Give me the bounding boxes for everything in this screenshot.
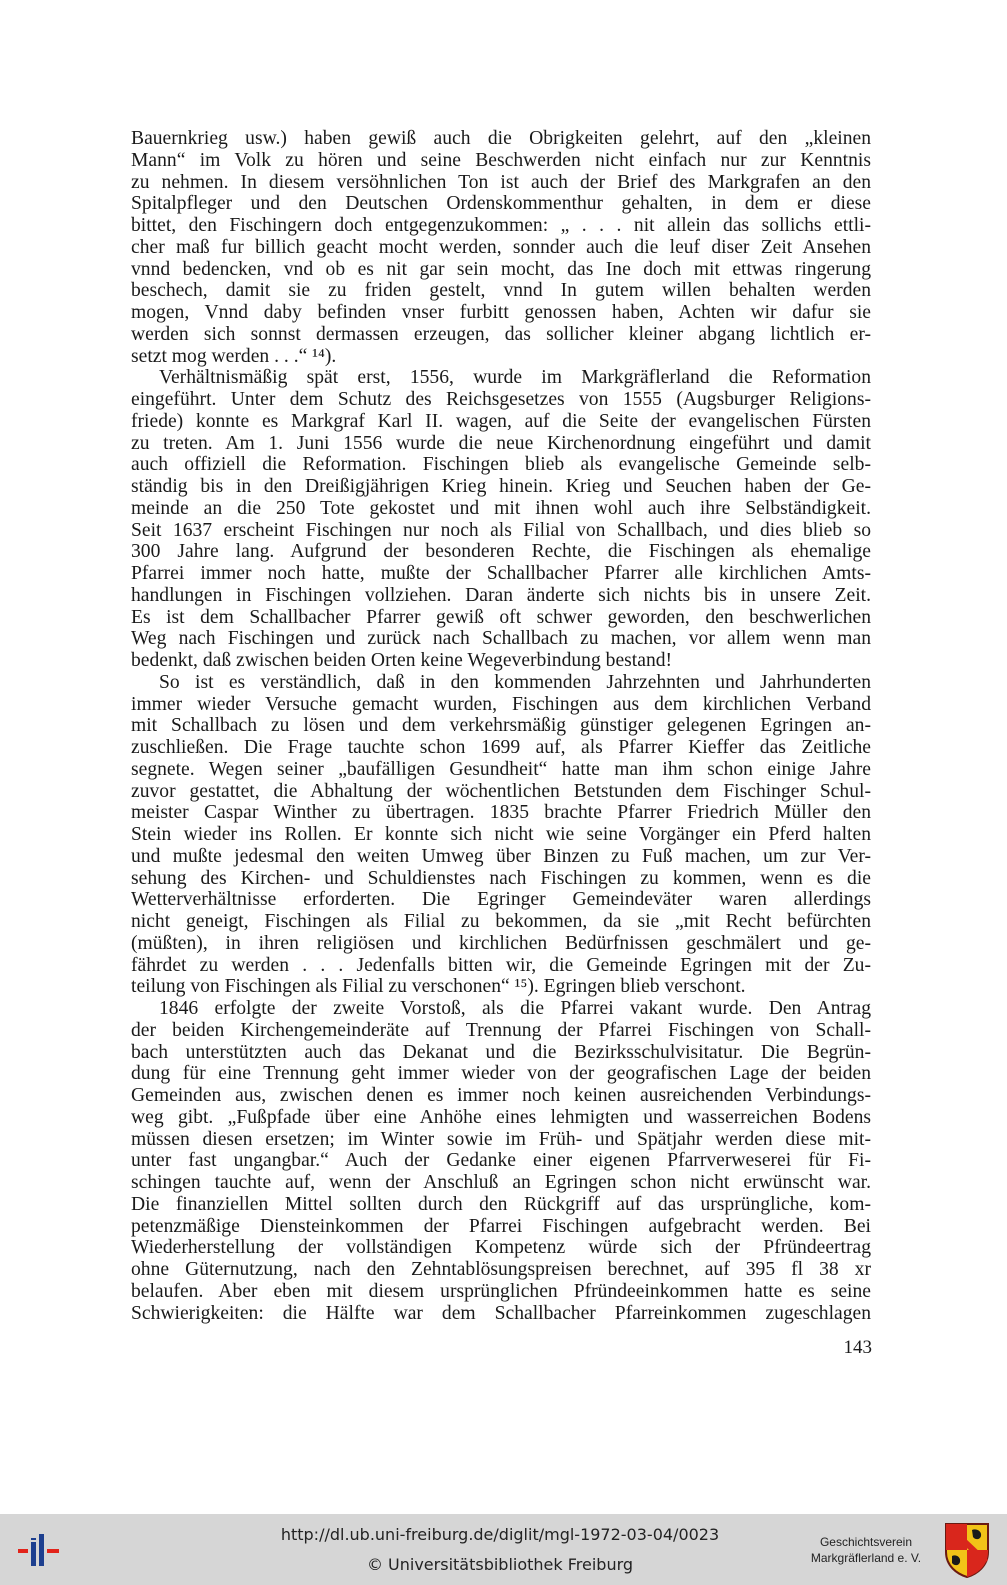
text-line: setzt mog werden . . .“ ¹⁴).: [131, 345, 337, 367]
text-line: weg gibt. „Fußpfade über eine Anhöhe eines lehmigten und wasserreichen Bodens: [131, 1106, 871, 1128]
text-line: 1846 erfolgte der zweite Vorstoß, als die Pfarrei vakant wurde. Den Antrag: [159, 998, 871, 1019]
text-line: (müßten), in ihren religiösen und kirchlichen Bedürfnissen geschmälert und ge-: [131, 932, 871, 954]
text-line: belaufen. Aber eben mit diesem ursprünglichen Pfründeeinkommen hatte es seine: [131, 1280, 871, 1302]
text-line: werden sich sonnst dermassen erzeugen, das sollicher kleiner abgang lichtlich er-: [131, 323, 871, 345]
text-line: Gemeinden aus, zwischen denen es immer noch keinen ausreichenden Verbindungs-: [131, 1085, 871, 1106]
text-line: Weg nach Fischingen und zurück nach Schallbach zu machen, vor allem wenn man: [131, 628, 871, 650]
text-line: nicht geneigt, Fischingen als Filial zu bekommen, da sie „mit Recht befürchten: [131, 911, 871, 932]
text-line: friede) konnte es Markgraf Karl II. wagen, auf die Seite der evangelischen Fürsten: [131, 410, 871, 432]
text-line: Stein wieder ins Rollen. Er konnte sich nicht wie seine Vorgänger ein Pferd halten: [131, 824, 871, 845]
society-name-line2: Markgräflerland e. V.: [810, 1551, 922, 1565]
footer-bar: [0, 1514, 1007, 1585]
text-line: handlungen in Fischingen vollziehen. Daran änderte sich nichts bis in unsere Zeit.: [131, 584, 871, 606]
text-line: auch offiziell die Reformation. Fischingen blieb als evangelische Gemeinde selb-: [131, 454, 871, 476]
text-line: Seit 1637 erscheint Fischingen nur noch als Filial von Schallbach, und dies blieb so: [131, 519, 871, 541]
ub-freiburg-logo-icon: [18, 1532, 64, 1568]
text-line: Wetterverhältnisse erforderten. Die Egringer Gemeindeväter waren allerdings: [131, 889, 871, 911]
text-line: cher maß fur billich geacht mocht werden, sonnder auch die leuf diser Zeit Ansehen: [131, 236, 871, 258]
text-line: fährdet zu werden . . . Jedenfalls bitten wir, die Gemeinde Egringen mit der Zu-: [131, 954, 871, 976]
text-line: immer wieder Versuche gemacht wurden, Fischingen aus dem kirchlichen Verband: [131, 693, 871, 715]
text-line: eingeführt. Unter dem Schutz des Reichsgesetzes von 1555 (Augsburger Religions-: [131, 389, 871, 410]
text-line: 300 Jahre lang. Aufgrund der besonderen Rechte, die Fischingen als ehemalige: [131, 541, 871, 563]
text-line: Mann“ im Volk zu hören und seine Beschwerden nicht einfach nur zur Kenntnis: [131, 149, 871, 171]
text-line: Schwierigkeiten: die Hälfte war dem Schallbacher Pfarreinkommen zugeschlagen: [131, 1302, 871, 1324]
text-line: und mußte jedesmal den weiten Umweg über Binzen zu Fuß machen, um zur Ver-: [131, 845, 871, 867]
text-line: zuschließen. Die Frage tauchte schon 1699 auf, als Pfarrer Kieffer das Zeitliche: [131, 737, 871, 758]
text-line: bach unterstützten auch das Dekanat und die Bezirksschulvisitatur. Die Begrün-: [131, 1041, 871, 1063]
text-line: dung für eine Trennung geht immer wieder von der geografischen Lage der beiden: [131, 1063, 871, 1085]
text-line: schingen tauchte auf, wenn der Anschluß an Egringen schon nicht erwünscht war.: [131, 1172, 871, 1193]
text-line: bedenkt, daß zwischen beiden Orten keine Wegeverbindung bestand!: [131, 650, 673, 671]
text-line: teilung von Fischingen als Filial zu verschonen“ ¹⁵). Egringen blieb verschont.: [131, 976, 746, 998]
text-line: Es ist dem Schallbacher Pfarrer gewiß oft schwer geworden, den beschwerlichen: [131, 606, 871, 628]
text-line: beschech, damit sie zu friden gestelt, vnnd In gutem willen behalten werden: [131, 280, 871, 302]
text-line: Verhältnismäßig spät erst, 1556, wurde im Markgräflerland die Reformation: [159, 367, 871, 389]
source-url-link[interactable]: http://dl.ub.uni-freiburg.de/diglit/mgl-1972-03-04/0023: [280, 1525, 720, 1544]
society-name-line1: Geschichtsverein: [819, 1535, 913, 1549]
text-line: segnete. Wegen seiner „baufälligen Gesundheit“ hatte man ihm schon einige Jahre: [131, 758, 871, 780]
text-line: meinde an die 250 Tote gekostet und mit ihnen wohl auch ihre Selbständigkeit.: [131, 497, 871, 519]
text-line: müssen diesen ersetzen; im Winter sowie im Früh- und Spätjahr werden diese mit-: [131, 1128, 871, 1150]
text-line: unter fast ungangbar.“ Auch der Gedanke einer eigenen Pfarrverweserei für Fi-: [131, 1150, 871, 1172]
text-line: Bauernkrieg usw.) haben gewiß auch die Obrigkeiten gelehrt, auf den „kleinen: [131, 128, 871, 149]
text-line: Pfarrei immer noch hatte, mußte der Schallbacher Pfarrer alle kirchlichen Amts-: [131, 563, 871, 584]
society-name: [792, 1534, 940, 1566]
text-line: ständig bis in den Dreißigjährigen Krieg hinein. Krieg und Seuchen haben der Ge-: [131, 476, 871, 497]
text-line: meister Caspar Winther zu übertragen. 1835 brachte Pfarrer Friedrich Müller den: [131, 802, 871, 824]
page-number: 143: [843, 1337, 872, 1358]
text-line: sehung des Kirchen- und Schuldienstes nach Fischingen zu kommen, wenn es die: [131, 867, 871, 889]
text-line: vnnd bedencken, vnd ob es nit gar sein mocht, das Ine doch mit ettwas ringerung: [131, 258, 871, 280]
text-line: So ist es verständlich, daß in den kommenden Jahrzehnten und Jahrhunderten: [159, 671, 871, 693]
text-line: ohne Güternutzung, nach den Zehntablösungspreisen berechnet, auf 395 fl 38 xr: [131, 1259, 871, 1280]
text-line: zuvor gestattet, die Abhaltung der wöchentlichen Betstunden dem Fischinger Schul-: [131, 780, 871, 802]
coat-of-arms-icon: [944, 1522, 990, 1578]
text-line: Spitalpfleger und den Deutschen Ordenskommenthur gehalten, in dem er diese: [131, 193, 871, 215]
text-line: zu nehmen. In diesem versöhnlichen Ton ist auch der Brief des Markgrafen an den: [131, 171, 871, 193]
text-line: mogen, Vnnd daby befinden vnser furbitt genossen haben, Achten wir dafur sie: [131, 302, 871, 323]
text-line: petenzmäßige Diensteinkommen der Pfarrei Fischingen aufgebracht werden. Bei: [131, 1215, 871, 1237]
text-line: Wiederherstellung der vollständigen Kompetenz würde sich der Pfründeertrag: [131, 1237, 871, 1259]
text-line: mit Schallbach zu lösen und dem verkehrsmäßig günstiger gelegenen Egringen an-: [131, 715, 871, 737]
copyright-text: © Universitätsbibliothek Freiburg: [366, 1555, 634, 1574]
text-line: bittet, den Fischingern doch entgegenzukommen: „ . . . nit allein das sollichs ettli-: [131, 215, 871, 236]
text-line: zu treten. Am 1. Juni 1556 wurde die neue Kirchenordnung eingeführt und damit: [131, 432, 871, 454]
text-line: der beiden Kirchengemeinderäte auf Trennung der Pfarrei Fischingen von Schall-: [131, 1019, 871, 1041]
body-text: [131, 128, 871, 1324]
text-line: Die finanziellen Mittel sollten durch den Rückgriff auf das ursprüngliche, kom-: [131, 1193, 871, 1215]
